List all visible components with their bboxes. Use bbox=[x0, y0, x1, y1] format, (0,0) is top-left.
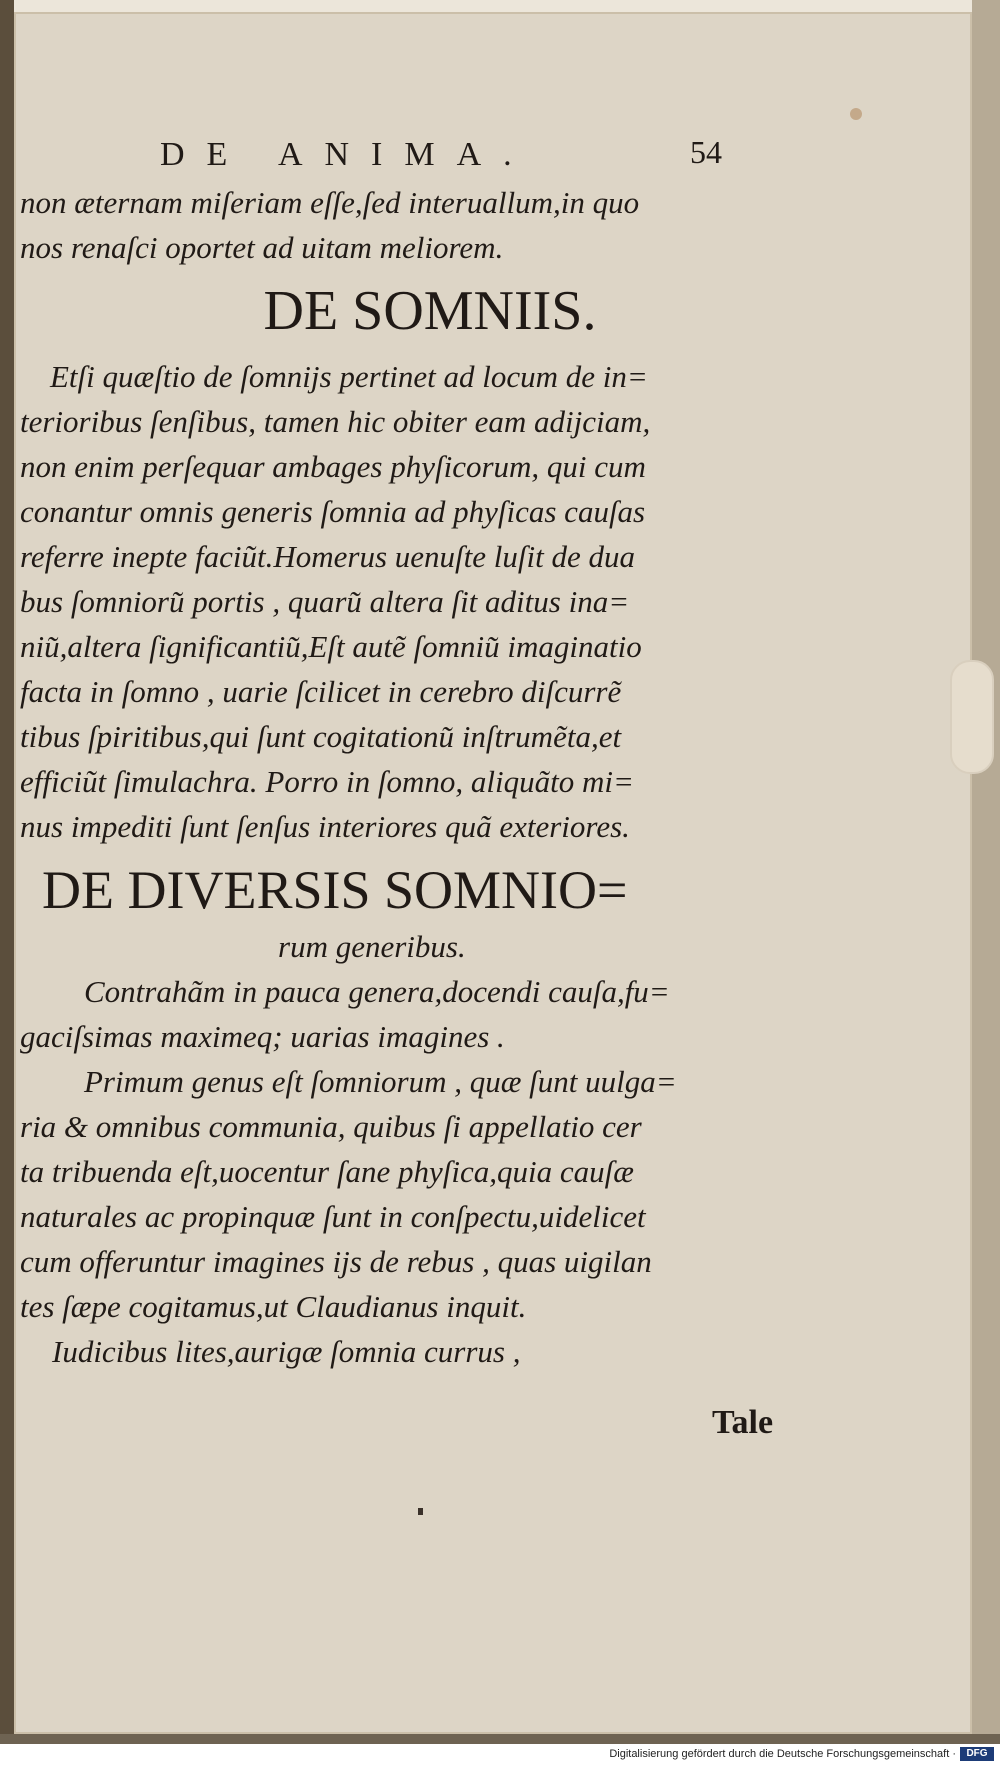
page-number: 54 bbox=[690, 134, 722, 170]
digitization-credit: Digitalisierung gefördert durch die Deutsche Forschungsgemeinschaft · bbox=[609, 1748, 956, 1760]
text-line: facta in ſomno , uarie ſcilicet in cerebro diſcurrẽ bbox=[20, 674, 622, 709]
text-line: tibus ſpiritibus,qui ſunt cogitationu͂ inſtrumẽta,et bbox=[20, 719, 622, 754]
text-line: nos renaſci oportet ad uitam meliorem. bbox=[20, 230, 504, 265]
text-line: cum offeruntur imagines ijs de rebus , quas uigilan bbox=[20, 1244, 652, 1279]
text-line: gaciſsimas maximeq; uarias imagines . bbox=[20, 1019, 505, 1054]
text-line: non æternam miſeriam eſſe,ſed interuallum,in quo bbox=[20, 185, 640, 220]
text-line: ta tribuenda eſt,uocentur ſane phyſica,quia cauſæ bbox=[20, 1154, 634, 1189]
page-fore-edge bbox=[972, 0, 1000, 1740]
text-line: bus ſomnioru͂ portis , quaru͂ altera ſit aditus ina= bbox=[20, 584, 630, 619]
running-head bbox=[20, 120, 780, 180]
text-line: efficiũt ſimulachra. Porro in ſomno, aliquãto mi= bbox=[20, 764, 634, 799]
text-line: naturales ac propinquæ ſunt in conſpectu,uidelicet bbox=[20, 1199, 646, 1234]
page-bottom-edge bbox=[0, 1734, 1000, 1744]
text-line: ria & omnibus communia, quibus ſi appellatio cer bbox=[20, 1109, 642, 1144]
thumb-tab bbox=[950, 660, 994, 774]
text-line: non enim perſequar ambages phyſicorum, qui cum bbox=[20, 449, 646, 484]
text-line: Etſi quæſtio de ſomnijs pertinet ad locum de in= bbox=[50, 359, 648, 394]
page-text bbox=[20, 120, 780, 1374]
running-title: DE ANIMA. bbox=[160, 136, 534, 173]
catchword: Tale bbox=[712, 1404, 774, 1441]
text-line: terioribus ſenſibus, tamen hic obiter eam adijciam, bbox=[20, 404, 651, 439]
text-line: tes ſæpe cogitamus,ut Claudianus inquit. bbox=[20, 1289, 527, 1324]
text-line: conantur omnis generis ſomnia ad phyſicas cauſas bbox=[20, 494, 646, 529]
facing-page-edge bbox=[0, 0, 14, 1769]
text-line: nus impediti ſunt ſenſus interiores quã exteriores. bbox=[20, 809, 630, 844]
text-line: Primum genus eſt ſomniorum , quæ ſunt uulga= bbox=[84, 1064, 677, 1099]
text-line: Contrahãm in pauca genera,docendi cauſa,fu= bbox=[84, 974, 670, 1009]
verse-line: Iudicibus lites,aurigæ ſomnia currus , bbox=[52, 1334, 521, 1369]
section-heading-continuation: rum generibus. bbox=[278, 929, 466, 964]
ink-mark bbox=[418, 1508, 423, 1515]
ink-blot bbox=[850, 108, 862, 120]
text-line: niu͂,altera ſignificantiu͂,Eſt autẽ ſomniu͂ imaginatio bbox=[20, 629, 642, 664]
text-line: referre inepte faciũt.Homerus uenuſte luſit de dua bbox=[20, 539, 635, 574]
section-heading: DE DIVERSIS SOMNIO= bbox=[42, 860, 628, 920]
dfg-logo: DFG bbox=[960, 1747, 994, 1761]
section-heading: DE SOMNIIS. bbox=[263, 280, 597, 342]
